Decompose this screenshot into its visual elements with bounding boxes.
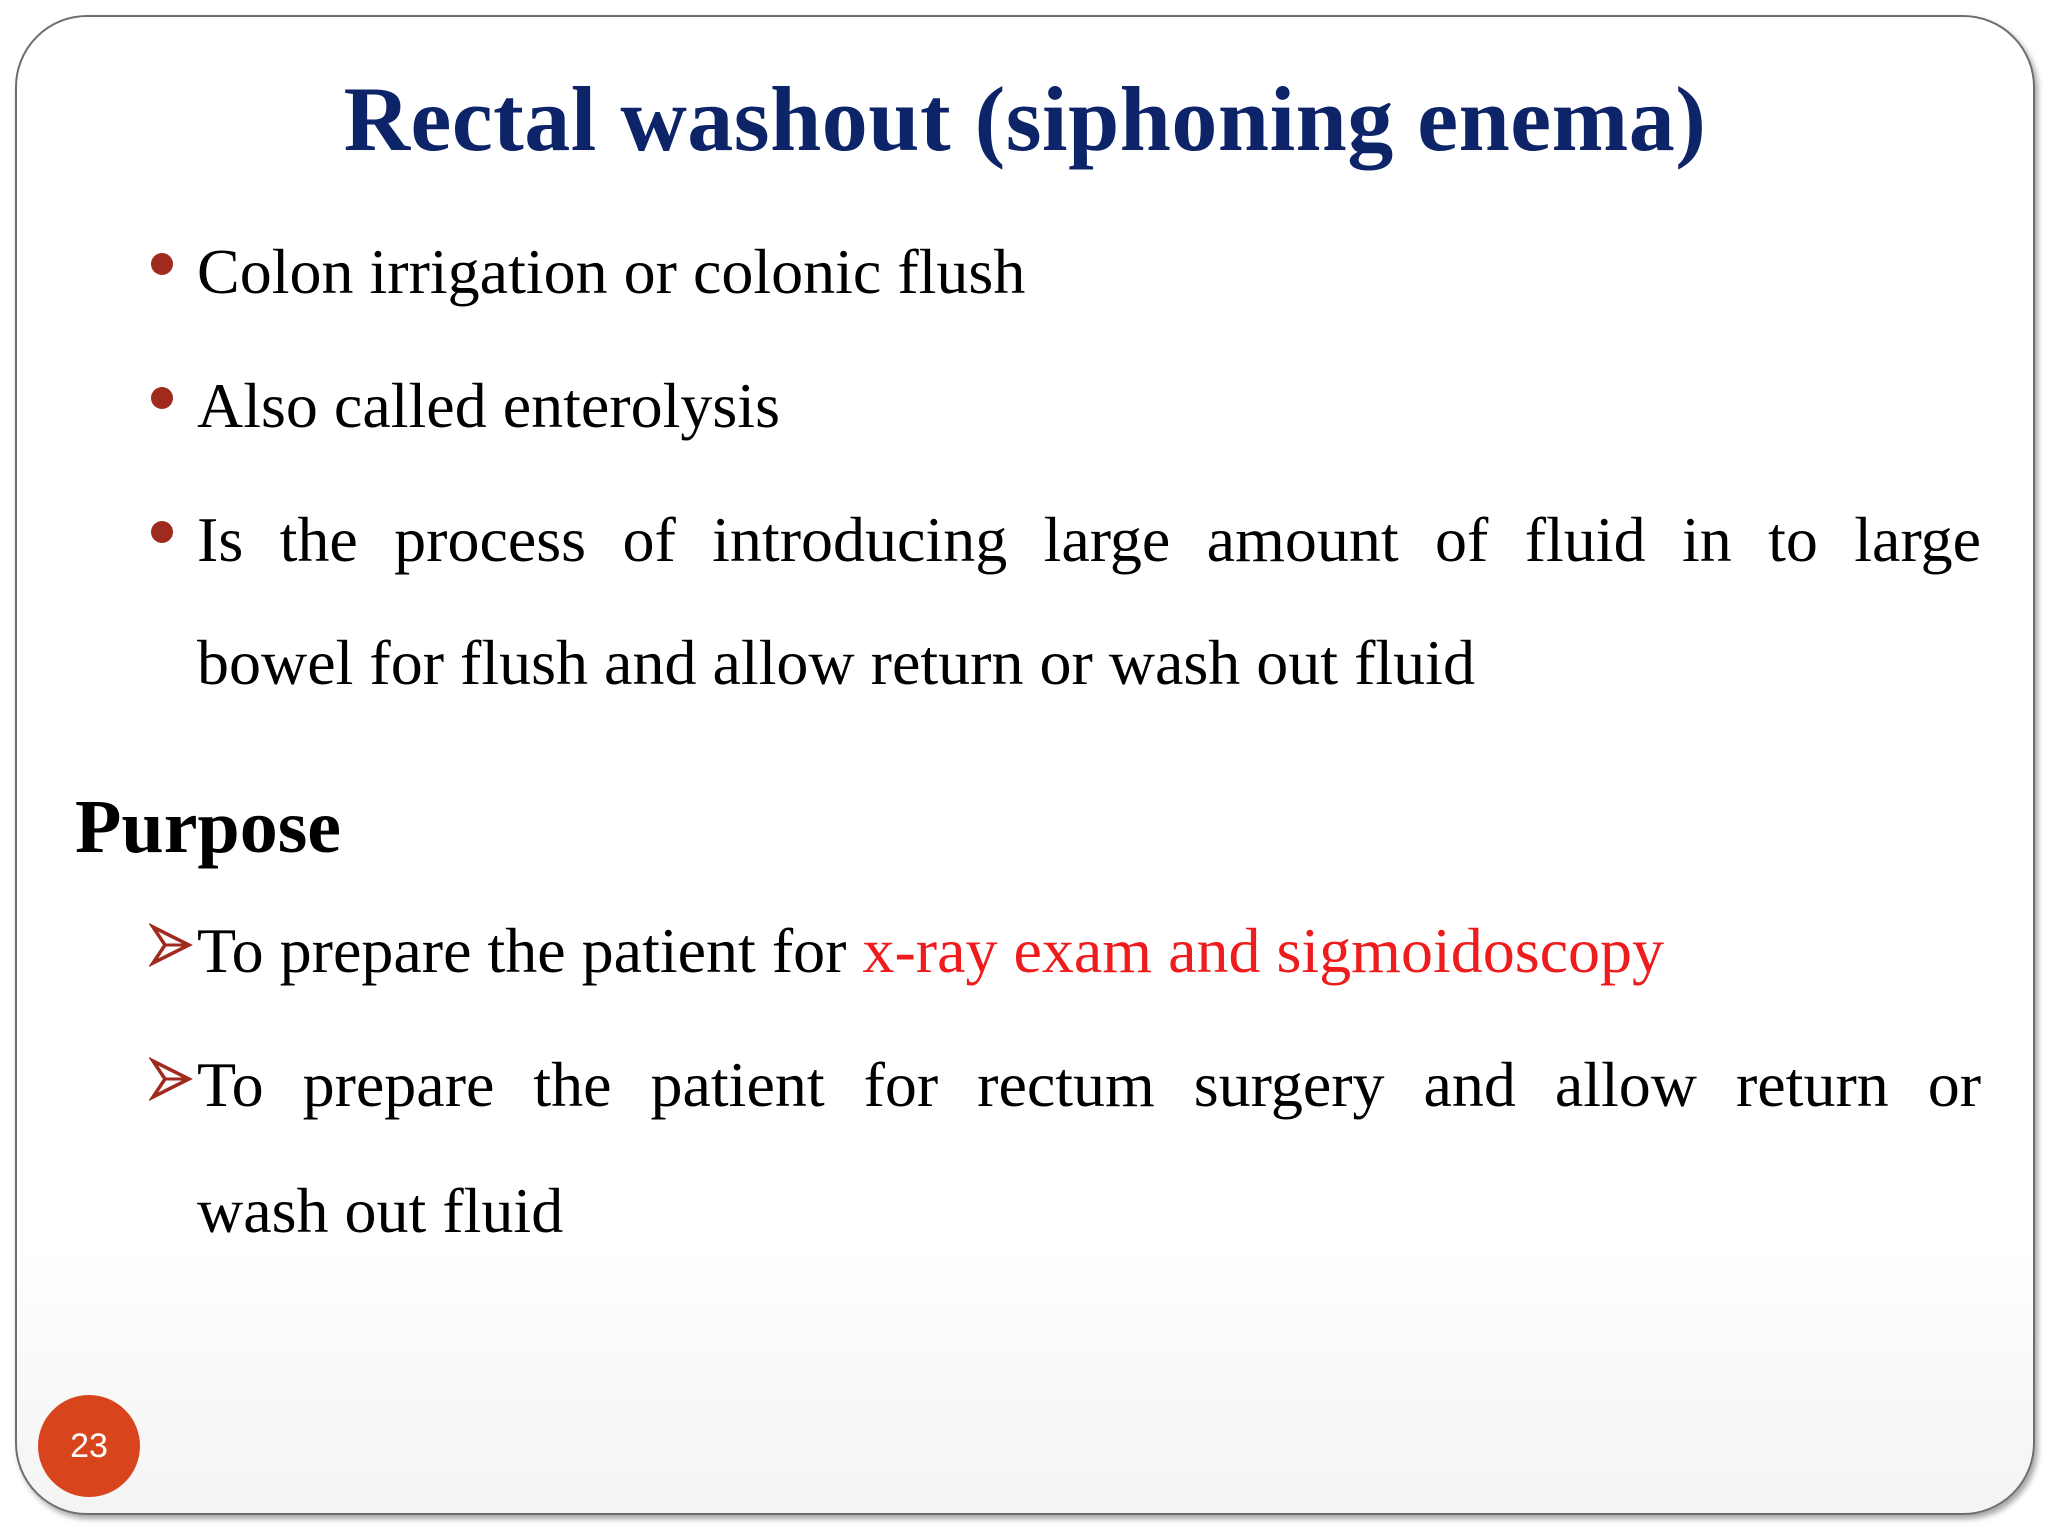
purpose-item-text: To prepare the patient for bbox=[197, 915, 863, 986]
bullet-text-continued: bowel for flush and allow return or wash out fluid bbox=[197, 627, 1475, 698]
arrow-bullet-icon bbox=[149, 1057, 193, 1101]
round-bullet-icon bbox=[151, 253, 173, 275]
purpose-heading: Purpose bbox=[75, 785, 341, 869]
round-bullet-icon bbox=[151, 387, 173, 409]
round-bullet-icon bbox=[151, 521, 173, 543]
slide-title: Rectal washout (siphoning enema) bbox=[343, 68, 1707, 170]
purpose-item-continued: wash out fluid bbox=[197, 1175, 564, 1246]
slide bbox=[15, 15, 2035, 1515]
bullet-text: Is the process of introducing large amount of fluid in to large bbox=[197, 504, 1981, 575]
arrow-bullet-icon bbox=[149, 923, 193, 967]
page-number-badge: 23 bbox=[38, 1395, 140, 1497]
purpose-item bbox=[197, 915, 1665, 986]
bullet-text: Also called enterolysis bbox=[197, 370, 780, 441]
purpose-item: To prepare the patient for rectum surgery and allow return or bbox=[197, 1049, 1981, 1120]
bullet-text: Colon irrigation or colonic flush bbox=[197, 236, 1026, 307]
purpose-item-highlight: x-ray exam and sigmoidoscopy bbox=[862, 915, 1665, 986]
